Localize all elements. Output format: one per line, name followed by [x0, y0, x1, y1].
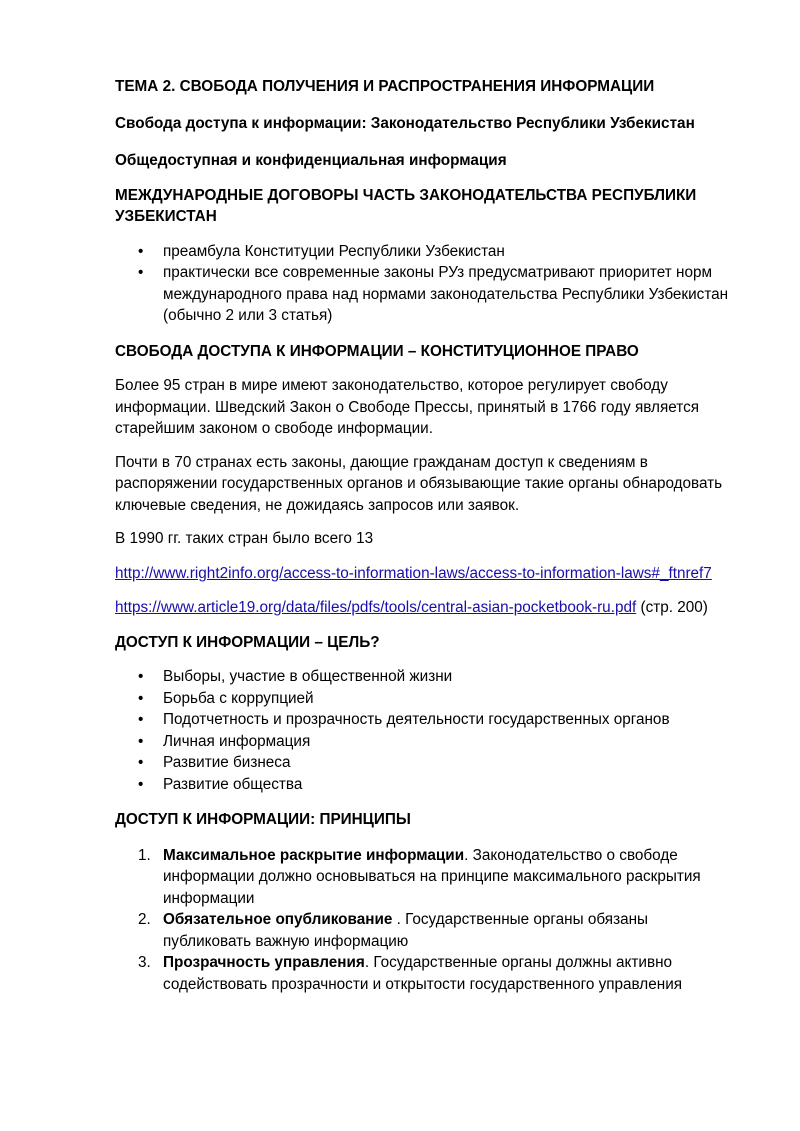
bullet-icon: • [138, 689, 144, 707]
list-item-text: Выборы, участие в общественной жизни [163, 668, 453, 685]
list-item-text: Борьба с коррупцией [163, 689, 314, 707]
principle-title: Обязательное опубликование [163, 911, 393, 928]
list-item [115, 952, 740, 995]
principle-text: . Государственные органы обязаны публиковать важную информацию [163, 911, 649, 950]
topic-heading: ТЕМА 2. СВОБОДА ПОЛУЧЕНИЯ И РАСПРОСТРАНЕНИЯ ИНФОРМАЦИИ [115, 78, 655, 95]
list-item-text: Развитие бизнеса [163, 754, 291, 771]
paragraph-1990: В 1990 гг. таких стран было всего 13 [115, 530, 374, 547]
bullet-icon: • [138, 264, 144, 281]
article19-link[interactable]: https://www.article19.org/data/files/pdfs/tools/central-asian-pocketbook-ru.pdf [115, 599, 637, 616]
list-number: 2. [138, 911, 151, 928]
right2info-link-block [115, 563, 740, 585]
principle-title: Прозрачность управления [163, 954, 365, 971]
list-item-text: преамбула Конституции Республики Узбекистан [163, 242, 505, 260]
list-item [115, 666, 740, 688]
treaties-list [115, 241, 740, 327]
list-number: 1. [138, 846, 151, 864]
list-item [115, 774, 740, 796]
list-item [115, 688, 740, 710]
treaties-heading: МЕЖДУНАРОДНЫЕ ДОГОВОРЫ ЧАСТЬ ЗАКОНОДАТЕЛЬСТВА РЕСПУБЛИКИ УЗБЕКИСТАН [115, 186, 697, 225]
principle-text: . Государственные органы должны активно содействовать прозрачности и открытости государственного управления [163, 954, 683, 993]
bullet-icon: • [138, 754, 144, 771]
access-law-heading: Свобода доступа к информации: Законодательство Республики Узбекистан [115, 114, 695, 132]
list-item [115, 845, 740, 910]
goals-list [115, 666, 740, 795]
bullet-icon: • [138, 242, 144, 260]
goal-heading: ДОСТУП К ИНФОРМАЦИИ – ЦЕЛЬ? [115, 633, 380, 651]
principle-title: Максимальное раскрытие информации [163, 846, 465, 864]
bullet-icon: • [138, 668, 144, 685]
bullet-icon: • [138, 711, 144, 728]
constitutional-heading: СВОБОДА ДОСТУПА К ИНФОРМАЦИИ – КОНСТИТУЦИОННОЕ ПРАВО [115, 342, 639, 360]
document-body [115, 76, 740, 995]
principles-heading: ДОСТУП К ИНФОРМАЦИИ: ПРИНЦИПЫ [115, 811, 411, 828]
list-item [115, 262, 740, 327]
right2info-link[interactable]: http://www.right2info.org/access-to-information-laws/access-to-information-laws#_ftnref7 [115, 564, 712, 582]
list-item-text: практически все современные законы РУз предусматривают приоритет норм международного права над нормами законодательства Республики Узбекистан (обычно 2 или 3 статья) [163, 264, 729, 324]
list-number: 3. [138, 954, 151, 971]
bullet-icon: • [138, 775, 144, 793]
list-item [115, 731, 740, 753]
list-item-text: Развитие общества [163, 775, 303, 793]
bullet-icon: • [138, 732, 144, 750]
principles-list [115, 845, 740, 996]
paragraph-countries: Более 95 стран в мире имеют законодательство, которое регулирует свободу информации. Шведский Закон о Свободе Прессы, принятый в 1766 году является старейшим законом о свободе информации. [115, 377, 700, 437]
list-item [115, 241, 740, 263]
public-confidential-heading: Общедоступная и конфиденциальная информация [115, 152, 507, 169]
article19-link-block [115, 597, 740, 619]
principle-text: . Законодательство о свободе информации должно основываться на принципе максимального раскрытия информации [163, 846, 701, 907]
paragraph-laws: Почти в 70 странах есть законы, дающие гражданам доступ к сведениям в распоряжении государственных органов и обязывающие такие органы обнародовать ключевые сведения, не дожидаясь запросов или заявок. [115, 453, 723, 514]
list-item [115, 709, 740, 731]
list-item [115, 752, 740, 774]
list-item [115, 909, 740, 952]
page-reference: (стр. 200) [636, 599, 708, 616]
list-item-text: Подотчетность и прозрачность деятельности государственных органов [163, 711, 670, 728]
list-item-text: Личная информация [163, 732, 311, 750]
